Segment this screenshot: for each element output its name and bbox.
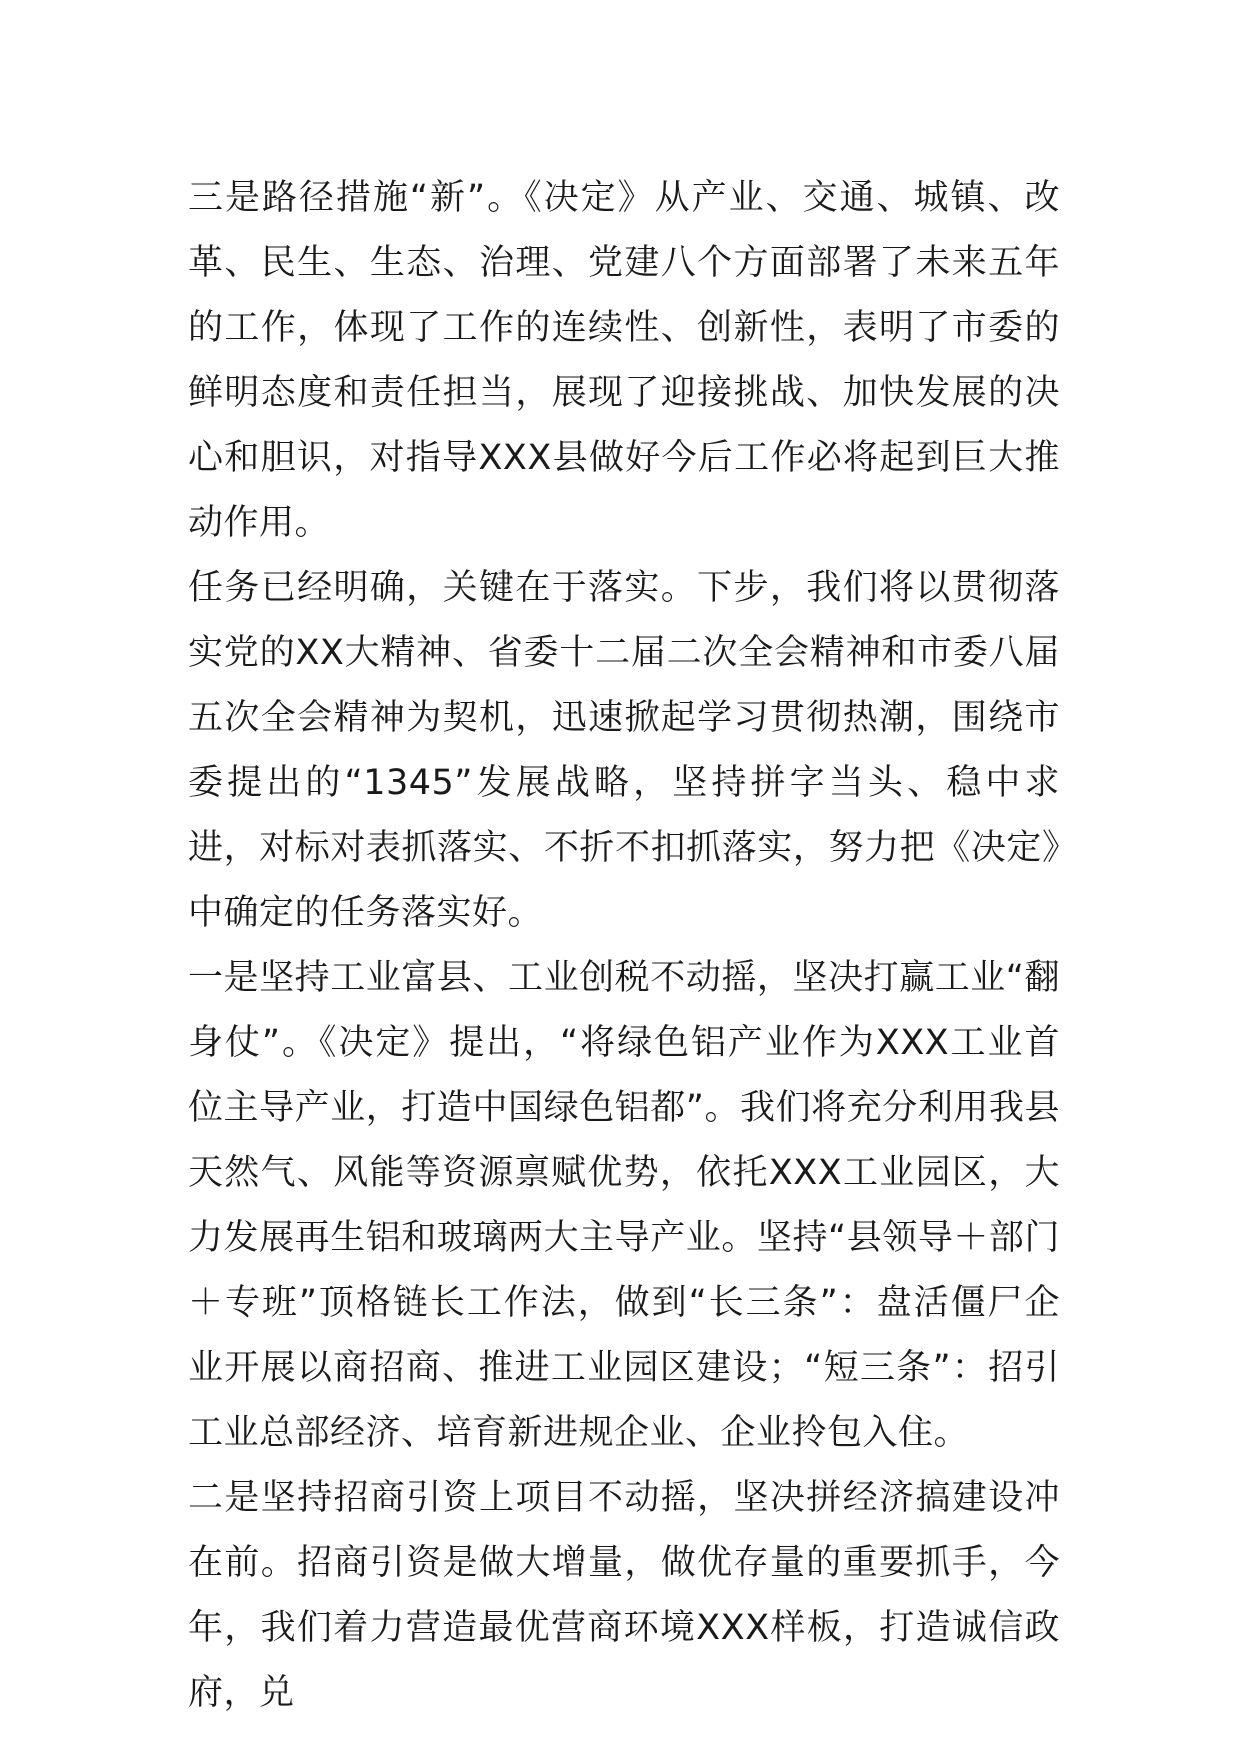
paragraph-investment: 二是坚持招商引资上项目不动摇，坚决拼经济搞建设冲在前。招商引资是做大增量，做优存量的重要抓手，今年，我们着力营造最优营商环境XXX样板，打造诚信政府，兑 xyxy=(188,1478,1060,1713)
paragraph-path-measures: 三是路径措施“新”。《决定》从产业、交通、城镇、改革、民生、生态、治理、党建八个方面部署了未来五年的工作，体现了工作的连续性、创新性，表明了市委的鲜明态度和责任担当，展现了迎接挑战、加快发展的决心和胆识，对指导XXX县做好今后工作必将起到巨大推动作用。 xyxy=(188,178,1060,543)
paragraph-implementation: 任务已经明确，关键在于落实。下步，我们将以贯彻落实党的XX大精神、省委十二届二次全会精神和市委八届五次全会精神为契机，迅速掀起学习贯彻热潮，围绕市委提出的“1345”发展战略，坚持拼字当头、稳中求进，对标对表抓落实、不折不扣抓落实，努力把《决定》中确定的任务落实好。 xyxy=(188,568,1060,933)
paragraph-industry: 一是坚持工业富县、工业创税不动摇，坚决打赢工业“翻身仗”。《决定》提出，“将绿色铝产业作为XXX工业首位主导产业，打造中国绿色铝都”。我们将充分利用我县天然气、风能等资源禀赋优势，依托XXX工业园区，大力发展再生铝和玻璃两大主导产业。坚持“县领导＋部门＋专班”顶格链长工作法，做到“长三条”：盘活僵尸企业开展以商招商、推进工业园区建设；“短三条”：招引工业总部经济、培育新进规企业、企业拎包入住。 xyxy=(188,958,1060,1453)
document-body xyxy=(188,166,1060,1726)
